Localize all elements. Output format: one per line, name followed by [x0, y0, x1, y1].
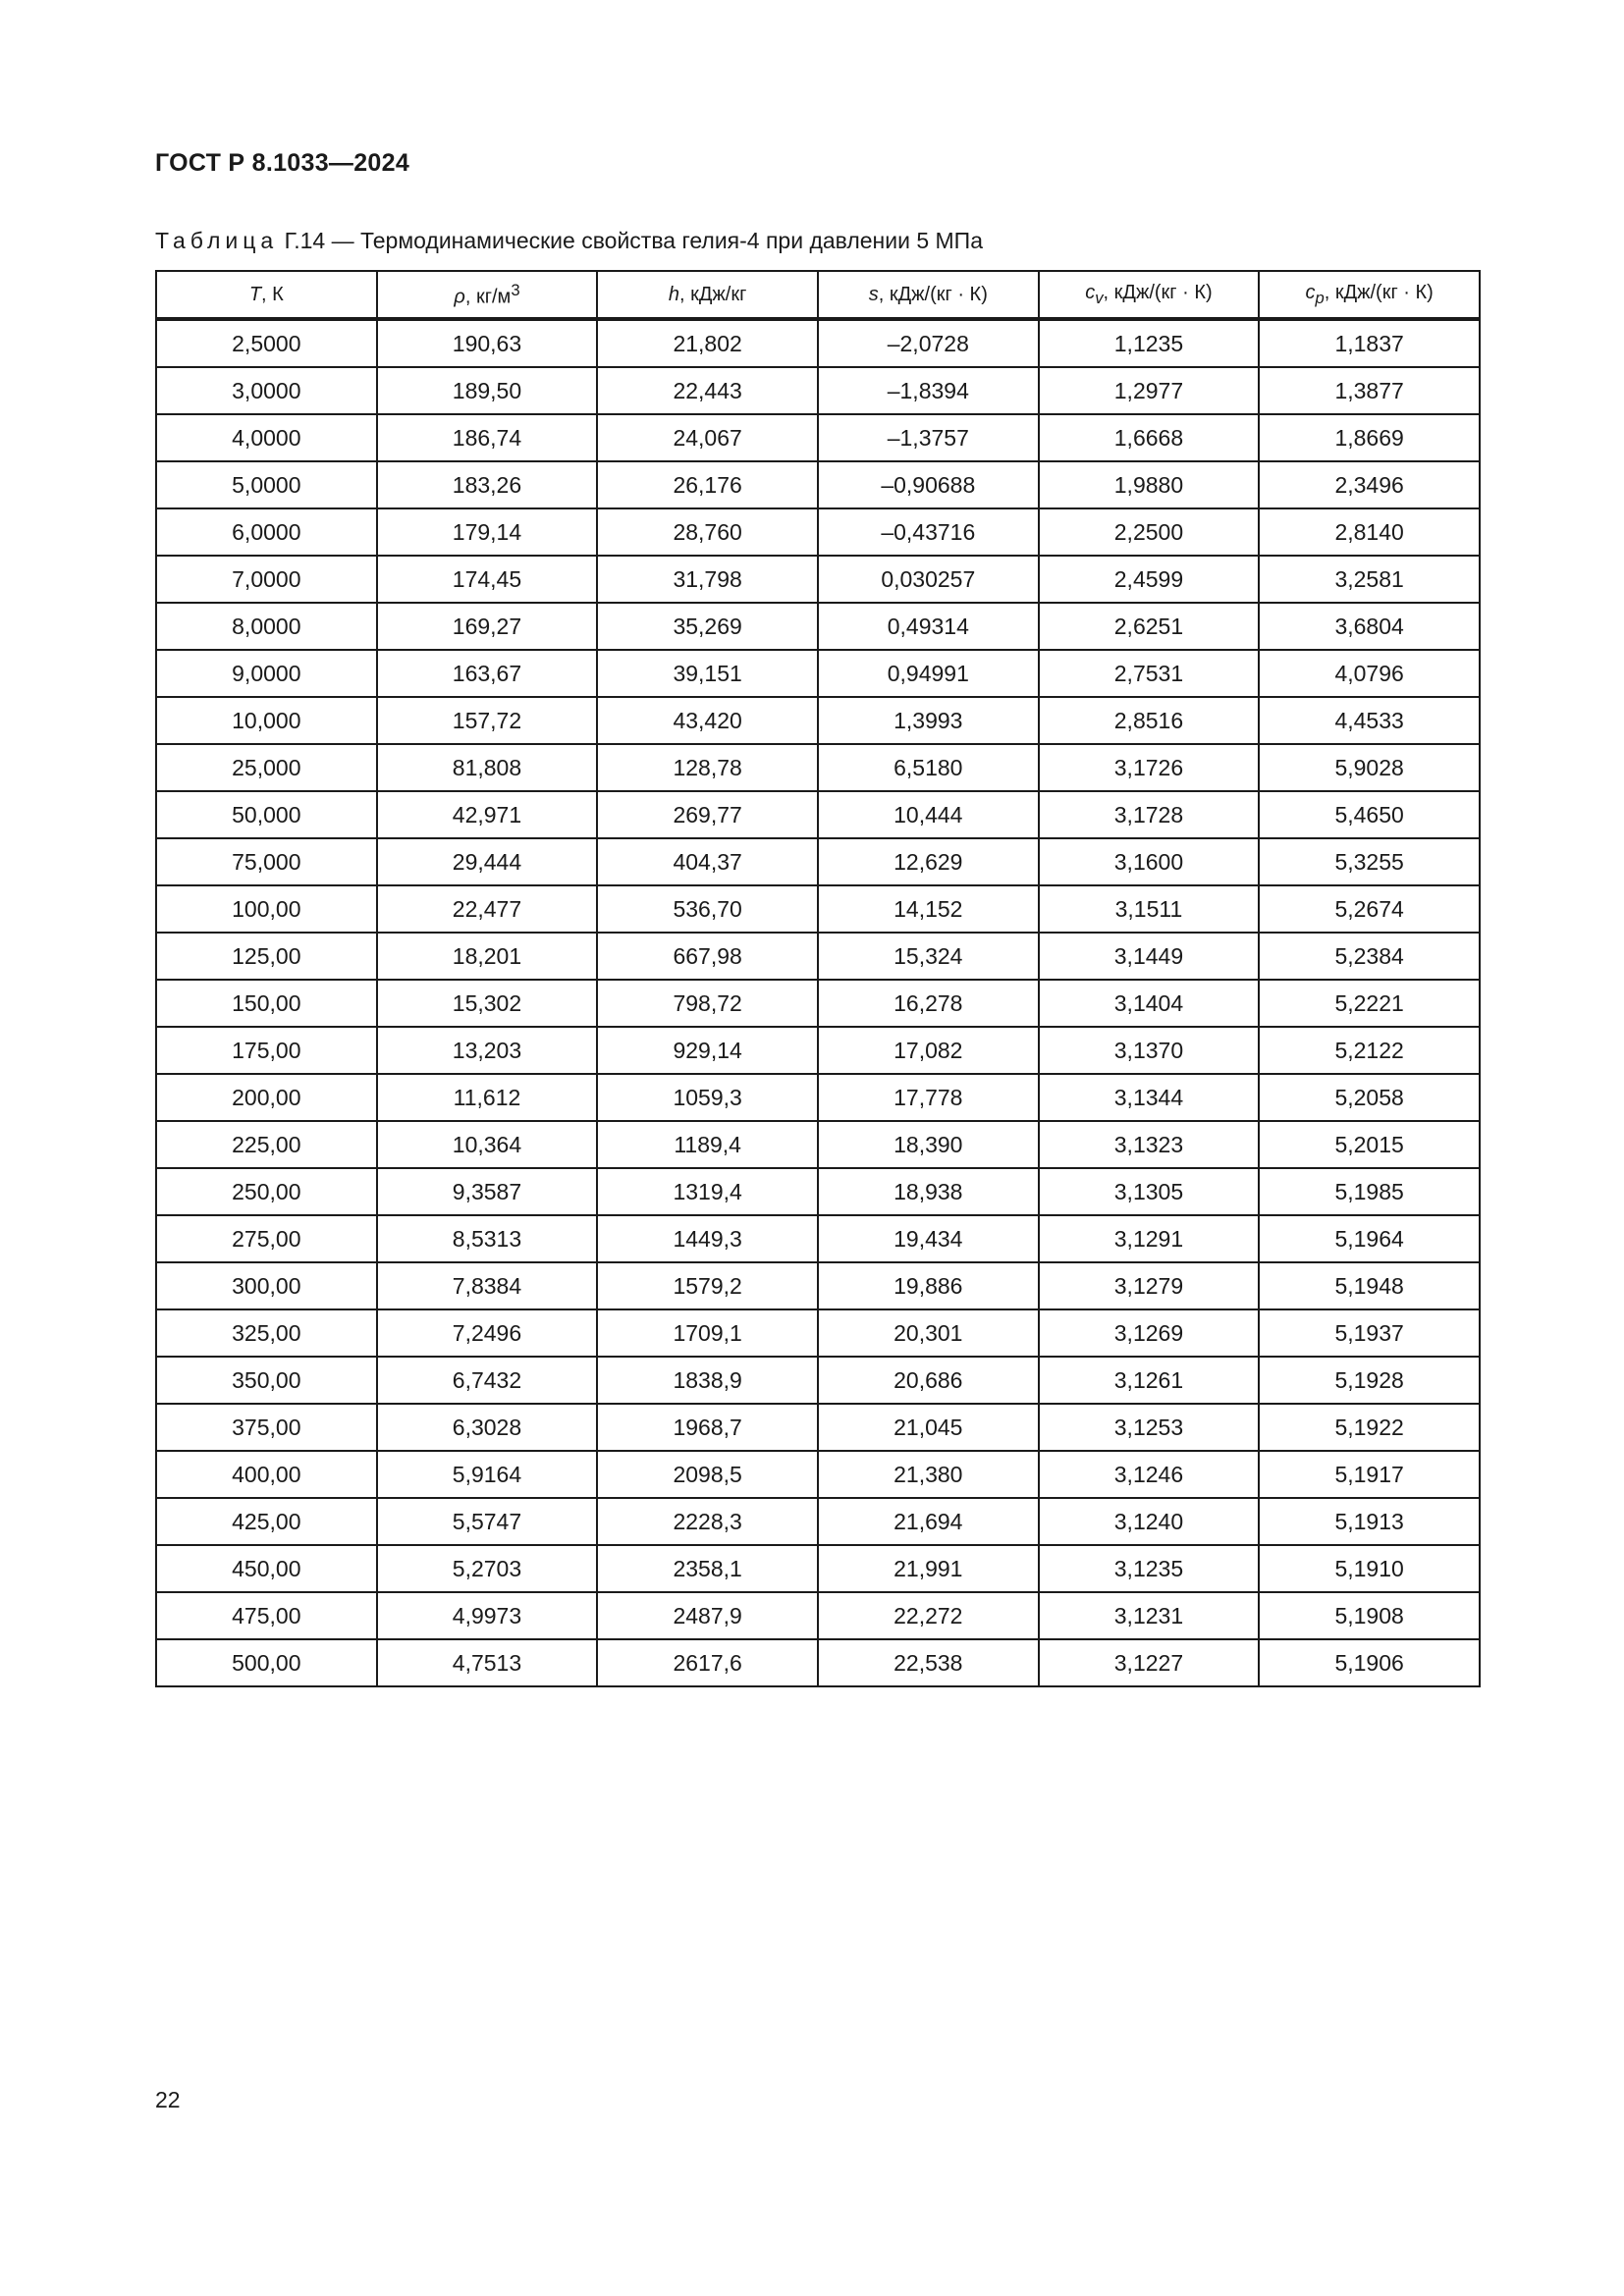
header-subscript: p [1315, 288, 1325, 307]
table-cell: 12,629 [818, 838, 1039, 885]
table-cell: 42,971 [377, 791, 598, 838]
table-cell: 4,7513 [377, 1639, 598, 1686]
table-row [156, 1309, 1480, 1357]
header-symbol: ρ [454, 286, 465, 308]
table-cell: 1,2977 [1039, 367, 1260, 414]
table-cell: 5,2122 [1259, 1027, 1480, 1074]
table-cell: 4,0000 [156, 414, 377, 461]
table-cell: 18,201 [377, 933, 598, 980]
table-cell: 0,94991 [818, 650, 1039, 697]
column-header [818, 271, 1039, 319]
table-cell: 15,302 [377, 980, 598, 1027]
table-cell: 325,00 [156, 1309, 377, 1357]
table-cell: 5,2058 [1259, 1074, 1480, 1121]
table-cell: 6,7432 [377, 1357, 598, 1404]
table-cell: 9,0000 [156, 650, 377, 697]
table-cell: 1579,2 [597, 1262, 818, 1309]
table-cell: 174,45 [377, 556, 598, 603]
table-cell: 175,00 [156, 1027, 377, 1074]
table-row [156, 885, 1480, 933]
table-cell: 3,1291 [1039, 1215, 1260, 1262]
table-caption [155, 228, 983, 254]
table-row [156, 791, 1480, 838]
table-cell: 16,278 [818, 980, 1039, 1027]
table-cell: 3,1261 [1039, 1357, 1260, 1404]
table-cell: 39,151 [597, 650, 818, 697]
header-unit: , кДж/кг [679, 283, 747, 305]
table-cell: 450,00 [156, 1545, 377, 1592]
table-cell: 5,1964 [1259, 1215, 1480, 1262]
column-header [156, 271, 377, 319]
table-cell: 1838,9 [597, 1357, 818, 1404]
table-row [156, 556, 1480, 603]
table-row [156, 1404, 1480, 1451]
table-cell: 2,7531 [1039, 650, 1260, 697]
table-cell: 19,434 [818, 1215, 1039, 1262]
table-cell: 5,1937 [1259, 1309, 1480, 1357]
table-cell: 8,5313 [377, 1215, 598, 1262]
table-cell: 183,26 [377, 461, 598, 508]
table-header-row [156, 271, 1480, 319]
table-cell: 189,50 [377, 367, 598, 414]
table-cell: 7,2496 [377, 1309, 598, 1357]
table-row [156, 744, 1480, 791]
table-row [156, 1545, 1480, 1592]
header-unit: , кДж/(кг · К) [1324, 281, 1434, 303]
page-number: 22 [155, 2087, 181, 2112]
table-cell: 1,1837 [1259, 319, 1480, 367]
table-cell: 2,5000 [156, 319, 377, 367]
table-cell: 3,1370 [1039, 1027, 1260, 1074]
header-symbol: h [668, 283, 679, 305]
header-unit: , кДж/(кг · К) [1103, 281, 1213, 303]
table-cell: 3,1511 [1039, 885, 1260, 933]
table-cell: 275,00 [156, 1215, 377, 1262]
table-cell: 5,5747 [377, 1498, 598, 1545]
table-cell: 250,00 [156, 1168, 377, 1215]
table-cell: 1709,1 [597, 1309, 818, 1357]
table-cell: –2,0728 [818, 319, 1039, 367]
table-cell: 1,3877 [1259, 367, 1480, 414]
table-row [156, 650, 1480, 697]
table-row [156, 319, 1480, 367]
table-cell: 3,1235 [1039, 1545, 1260, 1592]
table-cell: 15,324 [818, 933, 1039, 980]
table-row [156, 461, 1480, 508]
table-cell: 2,3496 [1259, 461, 1480, 508]
table-cell: 25,000 [156, 744, 377, 791]
table-cell: 7,0000 [156, 556, 377, 603]
table-cell: 2358,1 [597, 1545, 818, 1592]
table-cell: 7,8384 [377, 1262, 598, 1309]
table-cell: 186,74 [377, 414, 598, 461]
table-cell: 375,00 [156, 1404, 377, 1451]
table-cell: 3,0000 [156, 367, 377, 414]
table-cell: 2,6251 [1039, 603, 1260, 650]
table-cell: 28,760 [597, 508, 818, 556]
table-cell: 31,798 [597, 556, 818, 603]
table-cell: 5,2221 [1259, 980, 1480, 1027]
table-cell: 536,70 [597, 885, 818, 933]
table-cell: 18,390 [818, 1121, 1039, 1168]
table-cell: 3,2581 [1259, 556, 1480, 603]
table-cell: 179,14 [377, 508, 598, 556]
table-cell: 17,778 [818, 1074, 1039, 1121]
header-unit: , К [261, 283, 284, 305]
table-cell: 3,1600 [1039, 838, 1260, 885]
table-cell: 225,00 [156, 1121, 377, 1168]
column-header [597, 271, 818, 319]
table-row [156, 1027, 1480, 1074]
table-cell: 475,00 [156, 1592, 377, 1639]
table-cell: 5,1917 [1259, 1451, 1480, 1498]
table-row [156, 1498, 1480, 1545]
header-superscript: 3 [511, 280, 520, 299]
table-cell: 10,364 [377, 1121, 598, 1168]
table-cell: 3,1344 [1039, 1074, 1260, 1121]
table-cell: 5,1922 [1259, 1404, 1480, 1451]
table-row [156, 1592, 1480, 1639]
table-cell: 100,00 [156, 885, 377, 933]
table-cell: 5,2703 [377, 1545, 598, 1592]
table-cell: 21,991 [818, 1545, 1039, 1592]
table-caption-text: Г.14 — Термодинамические свойства гелия-4 при давлении 5 МПа [284, 228, 984, 253]
table-cell: 163,67 [377, 650, 598, 697]
table-cell: 3,1449 [1039, 933, 1260, 980]
table-cell: 5,1948 [1259, 1262, 1480, 1309]
table-cell: 2617,6 [597, 1639, 818, 1686]
table-cell: 14,152 [818, 885, 1039, 933]
table-cell: 75,000 [156, 838, 377, 885]
table-row [156, 980, 1480, 1027]
table-cell: 5,4650 [1259, 791, 1480, 838]
table-cell: 5,2674 [1259, 885, 1480, 933]
table-cell: 425,00 [156, 1498, 377, 1545]
table-cell: 1,8669 [1259, 414, 1480, 461]
table-cell: 24,067 [597, 414, 818, 461]
table-cell: 0,49314 [818, 603, 1039, 650]
table-cell: 3,1728 [1039, 791, 1260, 838]
table-cell: 5,3255 [1259, 838, 1480, 885]
table-cell: 150,00 [156, 980, 377, 1027]
table-cell: 929,14 [597, 1027, 818, 1074]
table-cell: 3,1323 [1039, 1121, 1260, 1168]
table-cell: 5,9164 [377, 1451, 598, 1498]
table-row [156, 1639, 1480, 1686]
table-cell: 5,1985 [1259, 1168, 1480, 1215]
table-cell: 43,420 [597, 697, 818, 744]
table-row [156, 697, 1480, 744]
table-row [156, 838, 1480, 885]
table-cell: 8,0000 [156, 603, 377, 650]
table-cell: 2,2500 [1039, 508, 1260, 556]
table-cell: 169,27 [377, 603, 598, 650]
table-cell: 404,37 [597, 838, 818, 885]
table-cell: 4,9973 [377, 1592, 598, 1639]
table-cell: 400,00 [156, 1451, 377, 1498]
table-cell: 300,00 [156, 1262, 377, 1309]
header-symbol: c [1085, 281, 1096, 303]
table-cell: 21,694 [818, 1498, 1039, 1545]
table-cell: 3,6804 [1259, 603, 1480, 650]
document-standard-title: ГОСТ Р 8.1033—2024 [155, 149, 410, 177]
column-header [1039, 271, 1260, 319]
table-row [156, 1451, 1480, 1498]
table-cell: 1968,7 [597, 1404, 818, 1451]
table-cell: 157,72 [377, 697, 598, 744]
table-row [156, 1357, 1480, 1404]
header-subscript: v [1095, 288, 1104, 307]
table-cell: 81,808 [377, 744, 598, 791]
table-cell: 18,938 [818, 1168, 1039, 1215]
table-cell: 21,045 [818, 1404, 1039, 1451]
table-cell: –0,90688 [818, 461, 1039, 508]
table-row [156, 603, 1480, 650]
table-cell: 26,176 [597, 461, 818, 508]
table-cell: 19,886 [818, 1262, 1039, 1309]
table-row [156, 414, 1480, 461]
table-cell: 17,082 [818, 1027, 1039, 1074]
table-cell: 20,301 [818, 1309, 1039, 1357]
table-cell: –0,43716 [818, 508, 1039, 556]
table-cell: 5,1908 [1259, 1592, 1480, 1639]
table-cell: 6,0000 [156, 508, 377, 556]
table-row [156, 1262, 1480, 1309]
table-cell: 2228,3 [597, 1498, 818, 1545]
table-cell: 50,000 [156, 791, 377, 838]
column-header [1259, 271, 1480, 319]
table-cell: 3,1253 [1039, 1404, 1260, 1451]
table-cell: 125,00 [156, 933, 377, 980]
table-cell: 2487,9 [597, 1592, 818, 1639]
table-row [156, 1121, 1480, 1168]
table-cell: 1189,4 [597, 1121, 818, 1168]
table-cell: 1059,3 [597, 1074, 818, 1121]
table-cell: 269,77 [597, 791, 818, 838]
table-cell: 5,0000 [156, 461, 377, 508]
table-cell: 13,203 [377, 1027, 598, 1074]
table-cell: 2,4599 [1039, 556, 1260, 603]
table-cell: 190,63 [377, 319, 598, 367]
table-cell: 5,2384 [1259, 933, 1480, 980]
table-row [156, 933, 1480, 980]
table-cell: 21,380 [818, 1451, 1039, 1498]
table-row [156, 508, 1480, 556]
table-cell: 3,1305 [1039, 1168, 1260, 1215]
table-cell: 11,612 [377, 1074, 598, 1121]
table-cell: 4,0796 [1259, 650, 1480, 697]
table-cell: 6,5180 [818, 744, 1039, 791]
table-cell: 1319,4 [597, 1168, 818, 1215]
table-cell: 22,538 [818, 1639, 1039, 1686]
table-cell: 1,9880 [1039, 461, 1260, 508]
table-cell: 3,1227 [1039, 1639, 1260, 1686]
table-cell: 3,1269 [1039, 1309, 1260, 1357]
table-cell: 22,272 [818, 1592, 1039, 1639]
table-cell: 5,2015 [1259, 1121, 1480, 1168]
table-cell: 22,477 [377, 885, 598, 933]
table-row [156, 367, 1480, 414]
table-cell: 5,1928 [1259, 1357, 1480, 1404]
table-cell: 350,00 [156, 1357, 377, 1404]
table-cell: 2,8516 [1039, 697, 1260, 744]
table-cell: 128,78 [597, 744, 818, 791]
table-cell: 5,1910 [1259, 1545, 1480, 1592]
table-caption-label: Таблица [155, 228, 279, 253]
table-cell: 798,72 [597, 980, 818, 1027]
table-cell: 29,444 [377, 838, 598, 885]
table-cell: 35,269 [597, 603, 818, 650]
header-symbol: s [868, 283, 879, 305]
table-cell: 3,1404 [1039, 980, 1260, 1027]
table-cell: 4,4533 [1259, 697, 1480, 744]
table-cell: 2098,5 [597, 1451, 818, 1498]
table-cell: 3,1240 [1039, 1498, 1260, 1545]
table-cell: –1,3757 [818, 414, 1039, 461]
header-symbol: T [248, 283, 262, 305]
table-cell: 200,00 [156, 1074, 377, 1121]
table-cell: 3,1246 [1039, 1451, 1260, 1498]
table-cell: 2,8140 [1259, 508, 1480, 556]
thermodynamic-properties-table [155, 270, 1481, 1687]
table-row [156, 1215, 1480, 1262]
table-cell: 5,9028 [1259, 744, 1480, 791]
table-cell: 10,444 [818, 791, 1039, 838]
table-cell: 0,030257 [818, 556, 1039, 603]
table-cell: 9,3587 [377, 1168, 598, 1215]
table-cell: 3,1231 [1039, 1592, 1260, 1639]
table-cell: 20,686 [818, 1357, 1039, 1404]
table-cell: 6,3028 [377, 1404, 598, 1451]
table-cell: –1,8394 [818, 367, 1039, 414]
header-unit: , кг/м [464, 286, 512, 308]
table-cell: 3,1279 [1039, 1262, 1260, 1309]
table-row [156, 1074, 1480, 1121]
column-header [377, 271, 598, 319]
table-cell: 22,443 [597, 367, 818, 414]
table-cell: 500,00 [156, 1639, 377, 1686]
table-row [156, 1168, 1480, 1215]
table-cell: 5,1906 [1259, 1639, 1480, 1686]
table-cell: 10,000 [156, 697, 377, 744]
header-symbol: c [1305, 281, 1316, 303]
table-cell: 21,802 [597, 319, 818, 367]
table-cell: 1,3993 [818, 697, 1039, 744]
table-cell: 1,6668 [1039, 414, 1260, 461]
table-cell: 1,1235 [1039, 319, 1260, 367]
header-unit: , кДж/(кг · К) [878, 283, 988, 305]
table-cell: 667,98 [597, 933, 818, 980]
table-cell: 5,1913 [1259, 1498, 1480, 1545]
table-body [156, 319, 1480, 1686]
table-cell: 1449,3 [597, 1215, 818, 1262]
table-cell: 3,1726 [1039, 744, 1260, 791]
